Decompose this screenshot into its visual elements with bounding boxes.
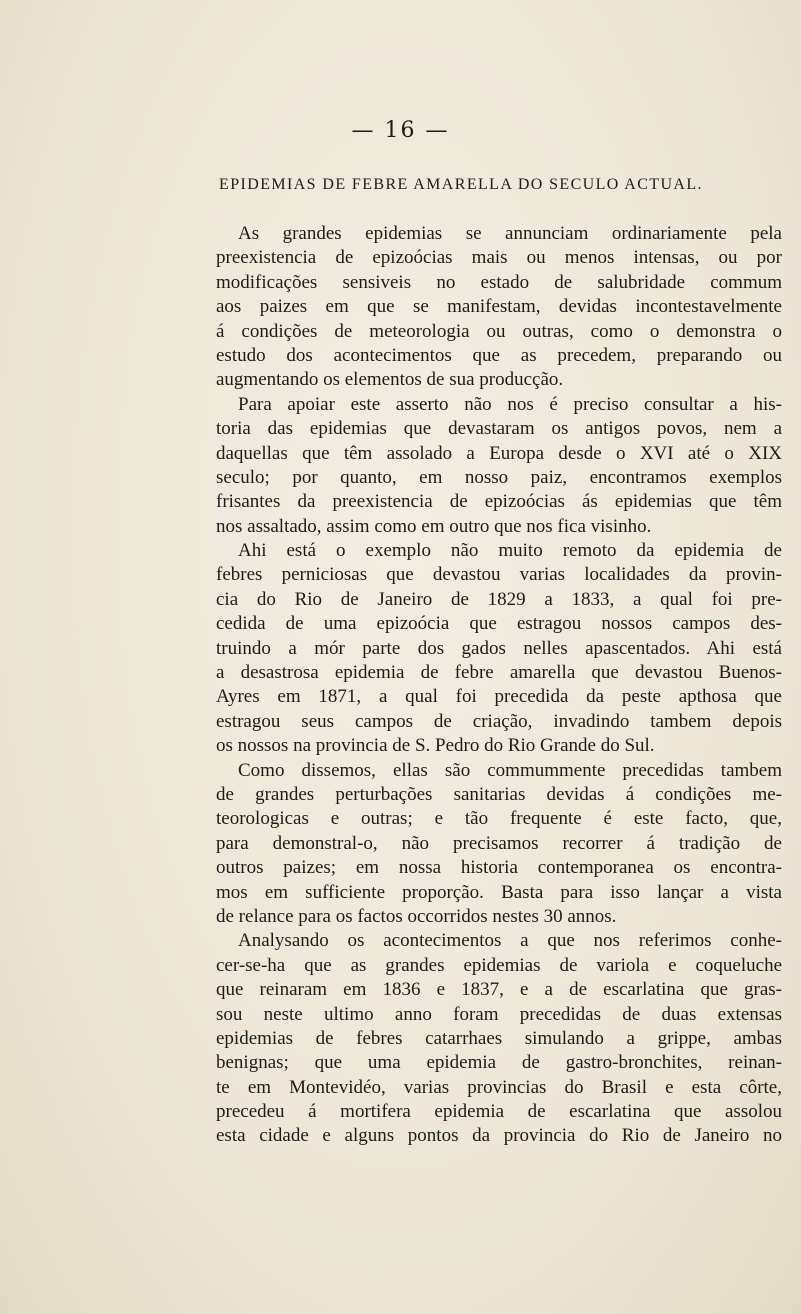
text-line: sou neste ultimo anno foram precedidas de duas extensas bbox=[216, 1003, 782, 1025]
text-line: frisantes da preexistencia de epizoócias ás epidemias que têm bbox=[216, 491, 782, 513]
text-line: Analysando os acontecimentos a que nos referimos conhe- bbox=[238, 930, 782, 952]
text-line: modificações sensiveis no estado de salubridade commum bbox=[216, 271, 782, 293]
text-line: para demonstral-o, não precisamos recorrer á tradição de bbox=[216, 832, 782, 854]
text-line: teorologicas e outras; e tão frequente é este facto, que, bbox=[216, 808, 782, 830]
text-line: cia do Rio de Janeiro de 1829 a 1833, a qual foi pre- bbox=[216, 588, 782, 610]
text-line: benignas; que uma epidemia de gastro-bronchites, reinan- bbox=[216, 1052, 782, 1074]
text-line: preexistencia de epizoócias mais ou menos intensas, ou por bbox=[216, 247, 782, 269]
text-line: Como dissemos, ellas são commummente precedidas tambem bbox=[238, 759, 782, 781]
text-line: cedida de uma epizoócia que estragou nossos campos des- bbox=[216, 613, 782, 635]
text-line: truindo a mór parte dos gados nelles apascentados. Ahi está bbox=[216, 637, 782, 659]
text-line: precedeu á mortifera epidemia de escarlatina que assolou bbox=[216, 1101, 782, 1123]
text-line: seculo; por quanto, em nosso paiz, encontramos exemplos bbox=[216, 466, 782, 488]
text-line: mos em sufficiente proporção. Basta para isso lançar a vista bbox=[216, 881, 782, 903]
text-line: toria das epidemias que devastaram os antigos povos, nem a bbox=[216, 418, 782, 440]
text-line: daquellas que têm assolado a Europa desde o XVI até o XIX bbox=[216, 442, 782, 464]
text-line: estragou seus campos de criação, invadindo tambem depois bbox=[216, 710, 782, 732]
text-line: a desastrosa epidemia de febre amarella que devastou Buenos- bbox=[216, 662, 782, 684]
text-line: augmentando os elementos de sua producção. bbox=[216, 369, 564, 391]
text-line: Ayres em 1871, a qual foi precedida da peste apthosa que bbox=[216, 686, 782, 708]
text-line: á condições de meteorologia ou outras, como o demonstra o bbox=[216, 320, 782, 342]
text-line: epidemias de febres catarrhaes simulando a grippe, ambas bbox=[216, 1027, 782, 1049]
page-number: — 16 — bbox=[351, 118, 450, 143]
text-line: te em Montevidéo, varias provincias do Brasil e esta côrte, bbox=[216, 1076, 782, 1098]
text-line: de grandes perturbações sanitarias devidas á condições me- bbox=[216, 783, 782, 805]
text-line: estudo dos acontecimentos que as precedem, preparando ou bbox=[216, 344, 782, 366]
text-line: de relance para os factos occorridos nestes 30 annos. bbox=[216, 905, 617, 927]
text-line: esta cidade e alguns pontos da provincia do Rio de Janeiro no bbox=[216, 1125, 782, 1147]
text-line: cer-se-ha que as grandes epidemias de variola e coqueluche bbox=[216, 954, 782, 976]
text-line: os nossos na provincia de S. Pedro do Rio Grande do Sul. bbox=[216, 735, 655, 757]
text-line: outros paizes; em nossa historia contemporanea os encontra- bbox=[216, 857, 782, 879]
text-line: que reinaram em 1836 e 1837, e a de escarlatina que gras- bbox=[216, 979, 782, 1001]
text-line: febres perniciosas que devastou varias localidades da provin- bbox=[216, 564, 782, 586]
text-line: Ahi está o exemplo não muito remoto da epidemia de bbox=[238, 540, 782, 562]
text-line: nos assaltado, assim como em outro que nos fica visinho. bbox=[216, 515, 652, 537]
body-text bbox=[216, 222, 782, 1149]
text-line: As grandes epidemias se annunciam ordinariamente pela bbox=[238, 223, 782, 244]
section-heading: EPIDEMIAS DE FEBRE AMARELLA DO SECULO ACTUAL. bbox=[219, 176, 703, 193]
text-line: Para apoiar este asserto não nos é preciso consultar a his- bbox=[238, 393, 782, 415]
text-line: aos paizes em que se manifestam, devidas incontestavelmente bbox=[216, 296, 782, 318]
